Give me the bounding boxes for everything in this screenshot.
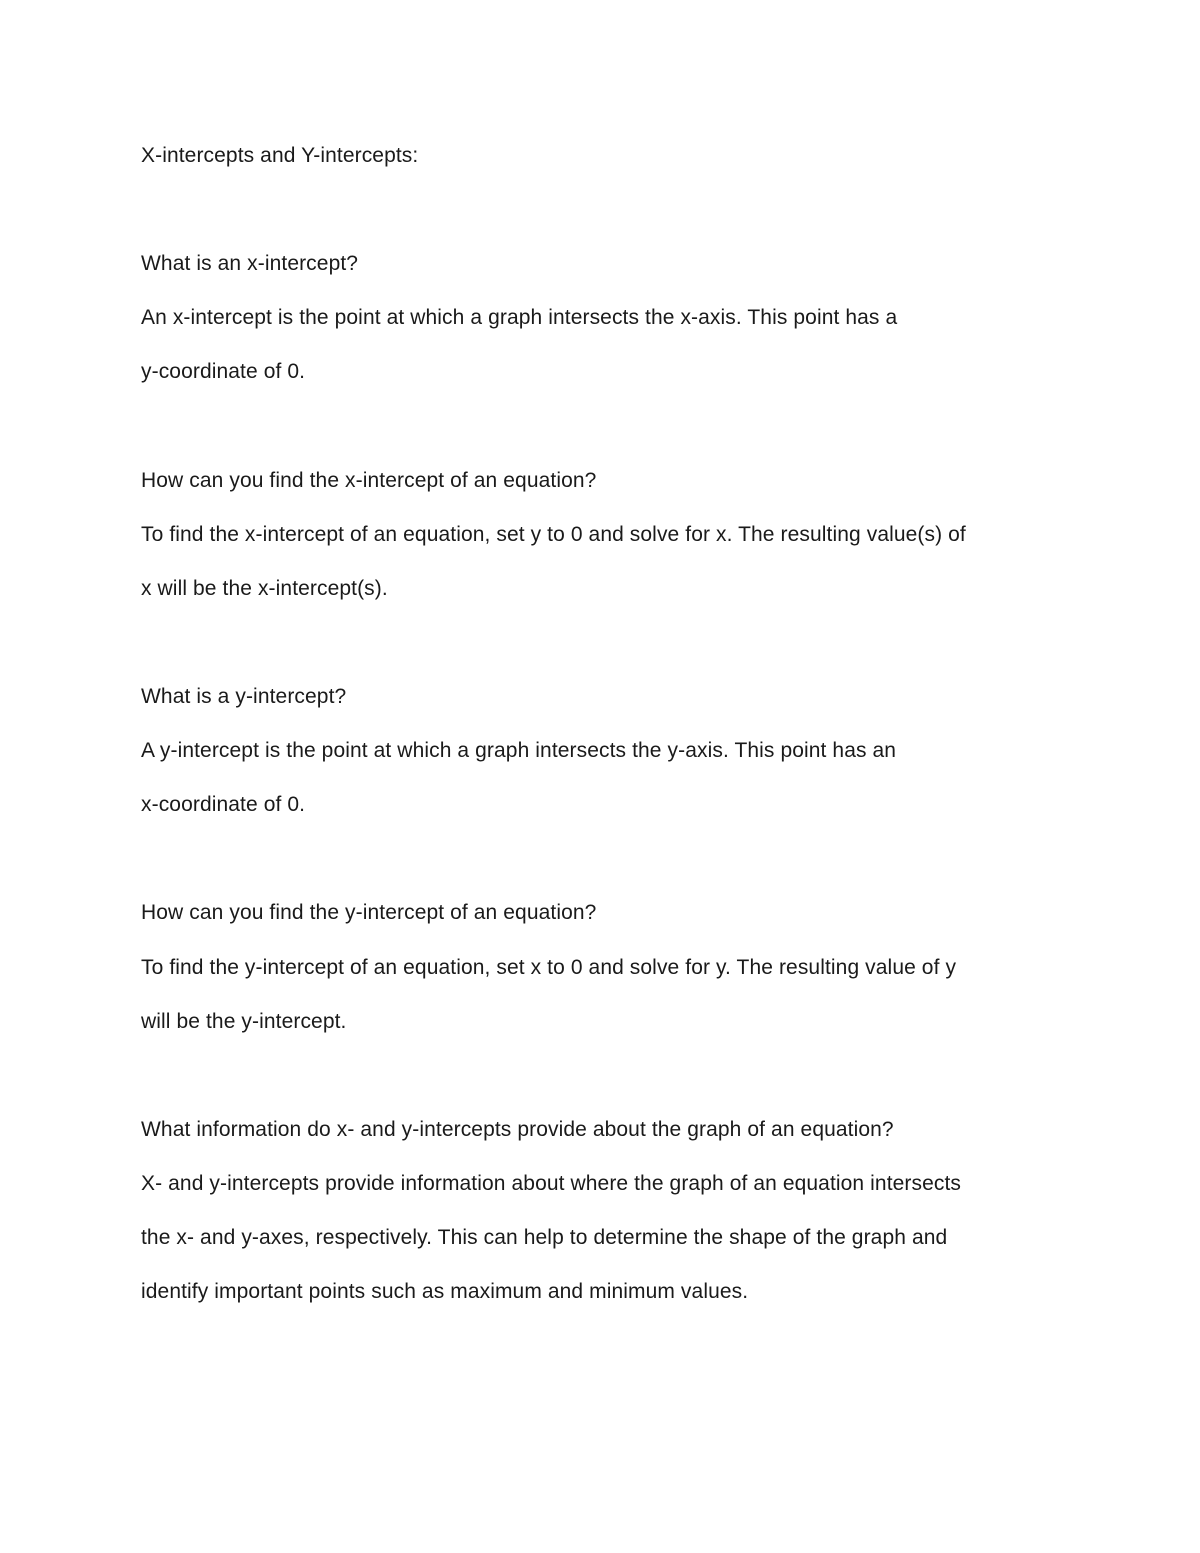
- answer-4-line-2: will be the y-intercept.: [141, 1010, 347, 1033]
- answer-5-line-1: X- and y-intercepts provide information about where the graph of an equation intersects: [141, 1172, 962, 1195]
- question-1: What is an x-intercept?: [141, 252, 359, 275]
- question-3: What is a y-intercept?: [141, 685, 347, 708]
- question-4: How can you find the y-intercept of an equation?: [141, 901, 597, 924]
- answer-3-line-2: x-coordinate of 0.: [141, 793, 306, 816]
- answer-1-line-1: An x-intercept is the point at which a graph intersects the x-axis. This point has a: [141, 306, 898, 329]
- answer-2-line-1: To find the x-intercept of an equation, set y to 0 and solve for x. The resulting value(s) of: [141, 523, 966, 546]
- question-5: What information do x- and y-intercepts provide about the graph of an equation?: [141, 1118, 894, 1141]
- answer-5-line-3: identify important points such as maximum and minimum values.: [141, 1280, 749, 1303]
- answer-2-line-2: x will be the x-intercept(s).: [141, 577, 388, 600]
- answer-4-line-1: To find the y-intercept of an equation, set x to 0 and solve for y. The resulting value of y: [141, 956, 957, 979]
- answer-1-line-2: y-coordinate of 0.: [141, 360, 306, 383]
- answer-5-line-2: the x- and y-axes, respectively. This can help to determine the shape of the graph and: [141, 1226, 948, 1249]
- answer-3-line-1: A y-intercept is the point at which a graph intersects the y-axis. This point has an: [141, 739, 897, 762]
- question-2: How can you find the x-intercept of an equation?: [141, 469, 597, 492]
- document-title: X-intercepts and Y-intercepts:: [141, 144, 419, 167]
